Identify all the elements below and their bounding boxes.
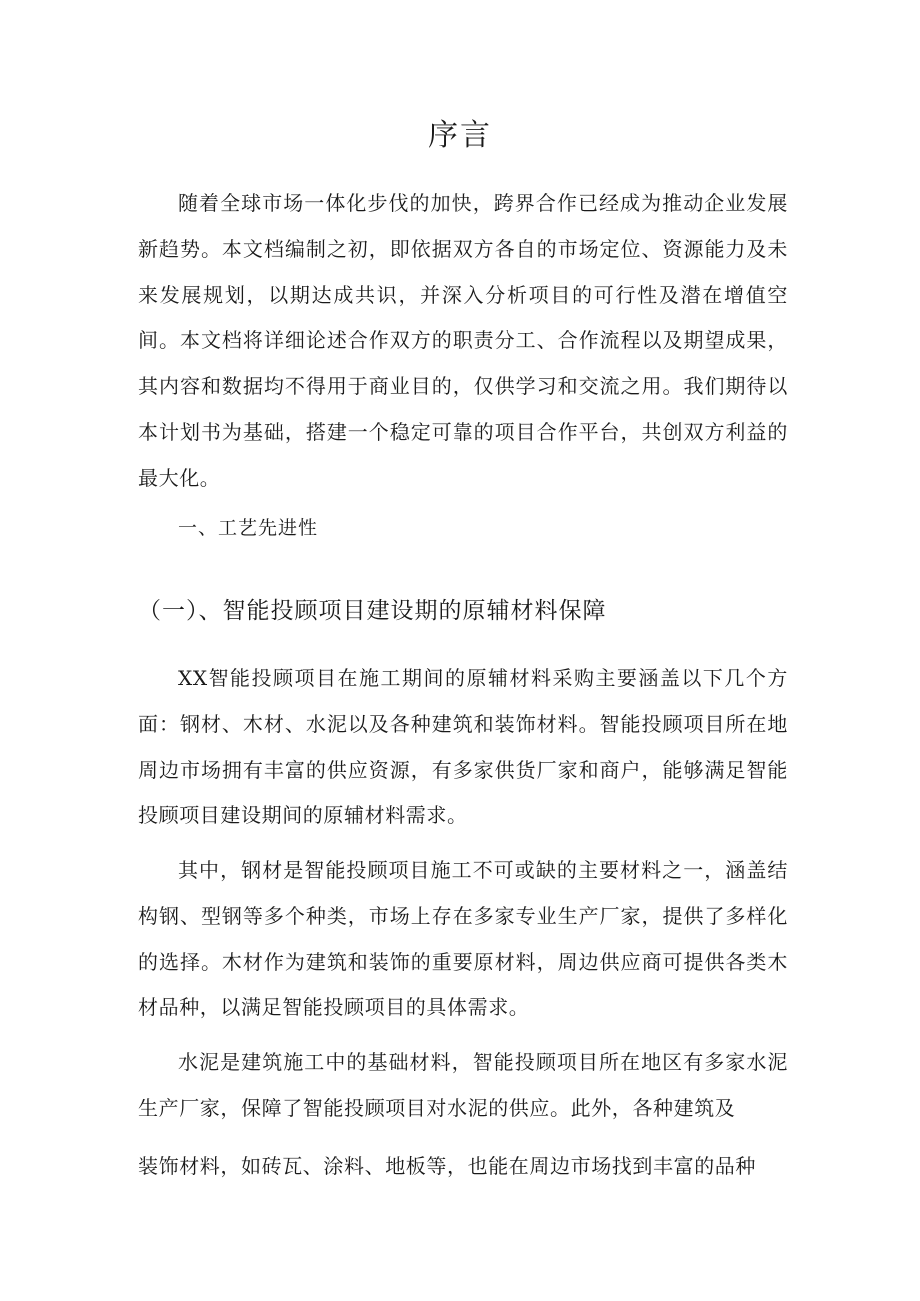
section-heading: 一、工艺先进性 (178, 517, 319, 539)
body-paragraph-3: 水泥是建筑施工中的基础材料，智能投顾项目所在地区有多家水泥生产厂家，保障了智能投顾项目对水泥的供应。此外，各种建筑及 (138, 1050, 788, 1120)
preface-paragraph: 随着全球市场一体化步伐的加快，跨界合作已经成为推动企业发展新趋势。本文档编制之初，即依据双方各自的市场定位、资源能力及未来发展规划，以期达成共识，并深入分析项目的可行性及潜在增值空间。本文档将详细论述合作双方的职责分工、合作流程以及期望成果，其内容和数据均不得用于商业目的，仅供学习和交流之用。我们期待以本计划书为基础，搭建一个稳定可靠的项目合作平台，共创双方利益的最大化。 (138, 191, 788, 490)
body-paragraph-2: 其中，钢材是智能投顾项目施工不可或缺的主要材料之一，涵盖结构钢、型钢等多个种类，市场上存在多家专业生产厂家，提供了多样化的选择。木材作为建筑和装饰的重要原材料，周边供应商可提供各类木材品种，以满足智能投顾项目的具体需求。 (138, 858, 788, 1020)
body-paragraph-1: XX智能投顾项目在施工期间的原辅材料采购主要涵盖以下几个方面：钢材、木材、水泥以及各种建筑和装饰材料。智能投顾项目所在地周边市场拥有丰富的供应资源，有多家供货厂家和商户，能够满足智能投顾项目建设期间的原辅材料需求。 (138, 666, 788, 828)
page-title: 序言 (428, 118, 492, 153)
body-line-continuation: 装饰材料，如砖瓦、涂料、地板等，也能在周边市场找到丰富的品种 (138, 1154, 756, 1178)
subsection-heading: （一）、智能投顾项目建设期的原辅材料保障 (138, 598, 607, 624)
